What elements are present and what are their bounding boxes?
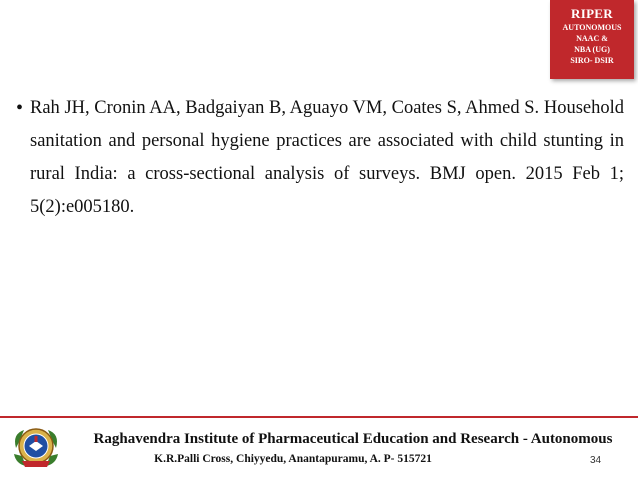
badge-line-naac: NAAC & [576, 34, 608, 43]
reference-list-item [16, 92, 628, 224]
badge-title: RIPER [571, 6, 613, 21]
institute-seal-icon [10, 424, 62, 470]
reference-text: Rah JH, Cronin AA, Badgaiyan B, Aguayo VM, Coates S, Ahmed S. Household sanitation and personal hygiene practices are associated with child stunting in rural India: a cross-sectional analysis of surveys. BMJ open. 2015 Feb 1; 5(2):e005180. [30, 98, 624, 217]
institute-address: K.R.Palli Cross, Chiyyedu, Anantapuramu, A. P- 515721 [154, 453, 432, 465]
badge-line-nba: NBA (UG) [574, 45, 610, 54]
badge-line-autonomous: AUTONOMOUS [562, 23, 622, 32]
badge-line-siro: SIRO- DSIR [570, 56, 614, 65]
accreditation-badge [550, 0, 634, 79]
institute-name: Raghavendra Institute of Pharmaceutical Education and Research - Autonomous [93, 431, 613, 447]
slide-content [16, 92, 628, 224]
bullet-icon: • [16, 97, 24, 119]
footer-divider [0, 416, 638, 418]
page-number: 34 [590, 455, 602, 466]
